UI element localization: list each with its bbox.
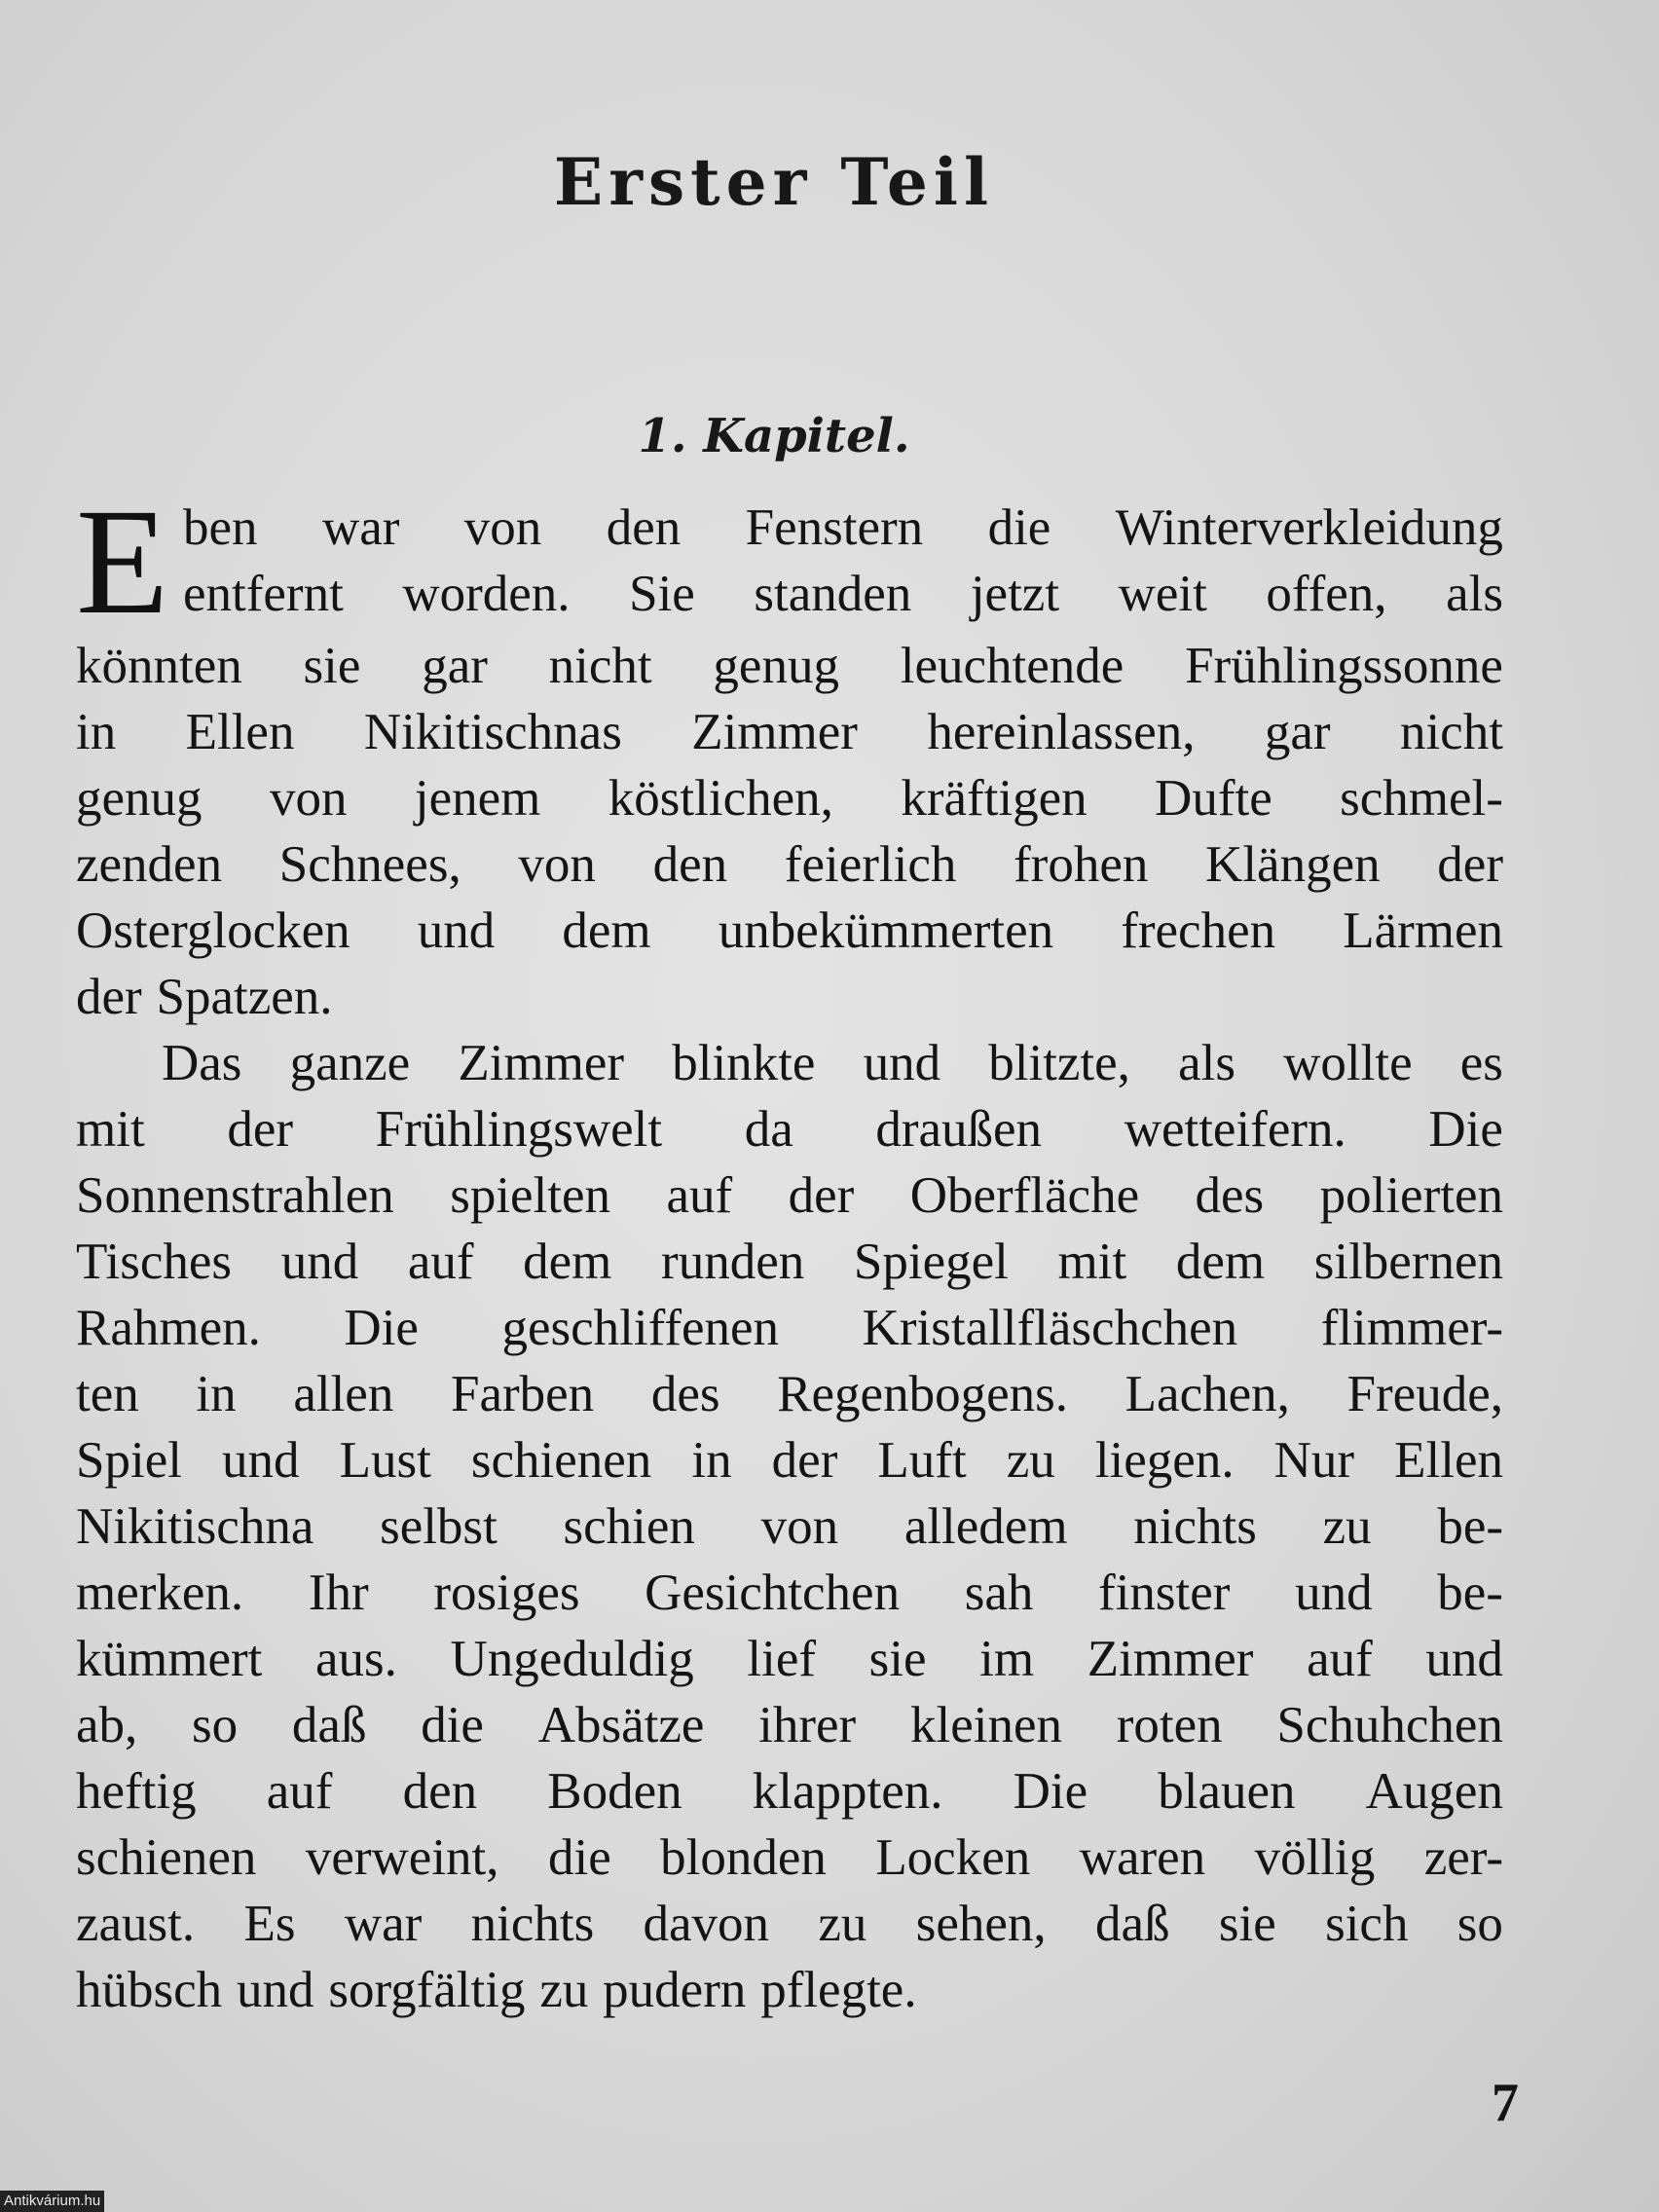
word: mit xyxy=(76,1101,145,1158)
word: in xyxy=(76,704,117,760)
text-line xyxy=(76,765,1503,831)
word: Fenstern xyxy=(745,499,924,556)
word: zer- xyxy=(1423,1829,1503,1886)
word: Die xyxy=(344,1300,419,1356)
word: dem xyxy=(562,903,651,959)
word: Nikitischna xyxy=(76,1498,314,1555)
text-line xyxy=(183,561,1503,627)
word: blinkte xyxy=(672,1035,816,1091)
word: mit xyxy=(1057,1234,1127,1290)
word: dem xyxy=(1175,1234,1266,1290)
word: schienen xyxy=(470,1432,652,1489)
word: runden xyxy=(661,1234,805,1290)
word: die xyxy=(987,499,1051,556)
word: leuchtende xyxy=(900,638,1124,694)
word: jenem xyxy=(414,770,541,827)
word: aus. xyxy=(314,1631,397,1687)
word: daß xyxy=(291,1697,367,1753)
word: worden. xyxy=(402,566,571,622)
section-title: Erster Teil xyxy=(553,144,995,220)
word: von xyxy=(518,836,596,893)
word: sie xyxy=(868,1631,927,1687)
text-line xyxy=(76,699,1503,765)
text-line xyxy=(183,495,1503,561)
word: zu xyxy=(1322,1498,1372,1555)
text-line xyxy=(76,1295,1503,1361)
word: Spiel xyxy=(76,1432,182,1489)
text-line xyxy=(76,1692,1503,1758)
word: rosiges xyxy=(433,1565,580,1621)
word: Zimmer xyxy=(691,704,858,760)
word: hübsch xyxy=(76,1962,223,2018)
word: Dufte xyxy=(1155,770,1272,827)
word: Winterverkleidung xyxy=(1115,499,1503,556)
word: ten xyxy=(76,1366,139,1422)
text-line xyxy=(76,1758,1503,1825)
word: es xyxy=(1459,1035,1503,1091)
word: des xyxy=(650,1366,720,1422)
text-line xyxy=(76,1162,1503,1229)
word: Die xyxy=(1013,1763,1088,1820)
word: wollte xyxy=(1283,1035,1413,1091)
word: von xyxy=(463,499,542,556)
word: Augen xyxy=(1365,1763,1503,1820)
chapter-heading: 1. Kapitel. xyxy=(638,409,910,463)
word: sie xyxy=(303,638,361,694)
word: Das xyxy=(162,1035,242,1091)
word: verweint, xyxy=(305,1829,499,1886)
word: zenden xyxy=(76,836,223,893)
word: frechen xyxy=(1121,903,1276,959)
word: zu xyxy=(1006,1432,1055,1489)
word: köstlichen, xyxy=(608,770,833,827)
text-line xyxy=(76,1361,1503,1427)
word: war xyxy=(344,1896,423,1952)
word: genug xyxy=(76,770,203,827)
word: der xyxy=(788,1167,855,1224)
text-line xyxy=(76,964,1503,1030)
word: der xyxy=(1437,836,1503,893)
word: auf xyxy=(266,1763,333,1820)
word: schmel- xyxy=(1340,770,1503,827)
word: Luft xyxy=(877,1432,967,1489)
word: zaust. xyxy=(76,1896,196,1952)
word: davon xyxy=(643,1896,770,1952)
word: entfernt xyxy=(183,566,344,622)
word: von xyxy=(760,1498,839,1555)
word: Boden xyxy=(547,1763,682,1820)
word: ben xyxy=(183,499,258,556)
word: Zimmer xyxy=(1087,1631,1254,1687)
text-line xyxy=(76,898,1503,964)
word: ihrer xyxy=(758,1697,857,1753)
word: den xyxy=(402,1763,478,1820)
word: Oberfläche xyxy=(909,1167,1140,1224)
text-line xyxy=(76,1957,1503,2023)
word: alledem xyxy=(903,1498,1068,1555)
word: sorgfältig xyxy=(328,1962,526,2018)
word: der xyxy=(771,1432,838,1489)
word: offen, xyxy=(1266,566,1387,622)
word: die xyxy=(421,1697,484,1753)
word: feierlich xyxy=(784,836,957,893)
word: Rahmen. xyxy=(76,1300,261,1356)
word: finster xyxy=(1098,1565,1231,1621)
word: sich xyxy=(1325,1896,1409,1952)
word: und xyxy=(280,1234,359,1290)
word: sah xyxy=(964,1565,1034,1621)
word: der xyxy=(76,969,142,1025)
word: pudern xyxy=(603,1962,747,2018)
word: geschliffenen xyxy=(501,1300,780,1356)
word: und xyxy=(863,1035,941,1091)
word: Schuhchen xyxy=(1276,1697,1503,1753)
word: die xyxy=(547,1829,611,1886)
word: unbekümmerten xyxy=(718,903,1054,959)
word: klappten. xyxy=(752,1763,943,1820)
word: der xyxy=(227,1101,293,1158)
word: dem xyxy=(523,1234,612,1290)
word: gar xyxy=(1264,704,1331,760)
word: Sonnenstrahlen xyxy=(76,1167,394,1224)
word: als xyxy=(1446,566,1503,622)
word: Spiegel xyxy=(853,1234,1009,1290)
word: Es xyxy=(243,1896,296,1952)
word: auf xyxy=(666,1167,733,1224)
word: da xyxy=(744,1101,793,1158)
word: Frühlingssonne xyxy=(1185,638,1503,694)
word: so xyxy=(192,1697,239,1753)
word: Lachen, xyxy=(1124,1366,1290,1422)
word: auf xyxy=(1307,1631,1373,1687)
word: Sie xyxy=(629,566,695,622)
word: be- xyxy=(1437,1565,1503,1621)
paragraph-1-lines xyxy=(76,633,1503,964)
word: Lust xyxy=(339,1432,431,1489)
word: den xyxy=(652,836,728,893)
word: silbernen xyxy=(1313,1234,1503,1290)
text-line xyxy=(76,1229,1503,1295)
word: Die xyxy=(1428,1101,1503,1158)
text-line xyxy=(76,1825,1503,1891)
word: heftig xyxy=(76,1763,197,1820)
text-line xyxy=(76,1626,1503,1692)
text-line xyxy=(76,1427,1503,1493)
word: kümmert xyxy=(76,1631,263,1687)
word: und xyxy=(222,1432,300,1489)
word: Kristallfläschchen xyxy=(862,1300,1238,1356)
word: Zimmer xyxy=(458,1035,625,1091)
paragraph-2-lines xyxy=(76,1096,1503,1957)
word: standen xyxy=(754,566,912,622)
word: Nur xyxy=(1273,1432,1355,1489)
page-number: 7 xyxy=(1492,2073,1519,2133)
watermark: Antikvárium.hu xyxy=(0,2191,104,2212)
word: und xyxy=(417,903,496,959)
word: waren xyxy=(1079,1829,1206,1886)
dropcap-lines xyxy=(183,495,1503,633)
word: Freude, xyxy=(1346,1366,1503,1422)
word: Ihr xyxy=(308,1565,369,1621)
word: jetzt xyxy=(970,566,1060,622)
word: Ellen xyxy=(185,704,295,760)
text-line xyxy=(76,831,1503,898)
word: Ellen xyxy=(1394,1432,1503,1489)
dropcap-block xyxy=(76,477,1503,645)
word: zu xyxy=(539,1962,589,2018)
word: hereinlassen, xyxy=(927,704,1196,760)
word: in xyxy=(691,1432,732,1489)
word: genug xyxy=(713,638,839,694)
word: nichts xyxy=(470,1896,595,1952)
word: und xyxy=(236,1962,314,2018)
word: flimmer- xyxy=(1320,1300,1503,1356)
word: lief xyxy=(747,1631,817,1687)
word: nicht xyxy=(548,638,652,694)
word: Tisches xyxy=(76,1234,233,1290)
word: kleinen xyxy=(909,1697,1062,1753)
word: pflegte. xyxy=(760,1962,917,2018)
text-line xyxy=(76,1560,1503,1626)
word: und xyxy=(1295,1565,1373,1621)
word: sehen, xyxy=(915,1896,1047,1952)
word: Locken xyxy=(875,1829,1031,1886)
word: völlig xyxy=(1254,1829,1376,1886)
word: im xyxy=(979,1631,1035,1687)
paragraph-1 xyxy=(76,477,1503,1030)
word: als xyxy=(1178,1035,1235,1091)
word: Farben xyxy=(451,1366,595,1422)
word: liegen. xyxy=(1094,1432,1235,1489)
word: Osterglocken xyxy=(76,903,350,959)
word: roten xyxy=(1116,1697,1223,1753)
word: schienen xyxy=(76,1829,257,1886)
word: gar xyxy=(422,638,488,694)
word: Klängen xyxy=(1205,836,1381,893)
word: ganze xyxy=(289,1035,411,1091)
word: auf xyxy=(407,1234,474,1290)
word: den xyxy=(606,499,682,556)
word: war xyxy=(321,499,400,556)
text-line xyxy=(76,633,1503,699)
word: von xyxy=(269,770,348,827)
word: allen xyxy=(293,1366,394,1422)
word: Spatzen. xyxy=(156,969,333,1025)
word: könnten xyxy=(76,638,242,694)
word: zu xyxy=(818,1896,867,1952)
word: be- xyxy=(1437,1498,1503,1555)
paragraph-2 xyxy=(76,1030,1503,2023)
word: merken. xyxy=(76,1565,244,1621)
word: in xyxy=(196,1366,237,1422)
text-line xyxy=(76,1096,1503,1162)
word: wetteifern. xyxy=(1124,1101,1346,1158)
word: sie xyxy=(1218,1896,1276,1952)
word: polierten xyxy=(1319,1167,1503,1224)
text-line xyxy=(76,1030,1503,1096)
word: kräftigen xyxy=(901,770,1088,827)
word: frohen xyxy=(1014,836,1149,893)
word: Lärmen xyxy=(1343,903,1503,959)
body-text xyxy=(76,477,1503,2023)
word: draußen xyxy=(875,1101,1043,1158)
word: Schnees, xyxy=(278,836,461,893)
text-line xyxy=(76,1891,1503,1957)
word: ab, xyxy=(76,1697,138,1753)
word: nicht xyxy=(1399,704,1503,760)
word: des xyxy=(1195,1167,1265,1224)
word: und xyxy=(1425,1631,1503,1687)
word: spielten xyxy=(450,1167,611,1224)
word: blonden xyxy=(660,1829,827,1886)
word: Absätze xyxy=(537,1697,705,1753)
word: weit xyxy=(1118,566,1207,622)
word: so xyxy=(1456,1896,1503,1952)
text-line xyxy=(76,1493,1503,1560)
word: blauen xyxy=(1158,1763,1296,1820)
word: daß xyxy=(1095,1896,1170,1952)
word: Frühlingswelt xyxy=(375,1101,663,1158)
word: Regenbogens. xyxy=(777,1366,1068,1422)
word: blitzte, xyxy=(988,1035,1130,1091)
word: Ungeduldig xyxy=(450,1631,694,1687)
word: schien xyxy=(563,1498,695,1555)
word: selbst xyxy=(380,1498,498,1555)
drop-cap: E xyxy=(76,477,169,645)
word: Gesichtchen xyxy=(645,1565,901,1621)
word: Nikitischnas xyxy=(363,704,622,760)
word: nichts xyxy=(1133,1498,1257,1555)
